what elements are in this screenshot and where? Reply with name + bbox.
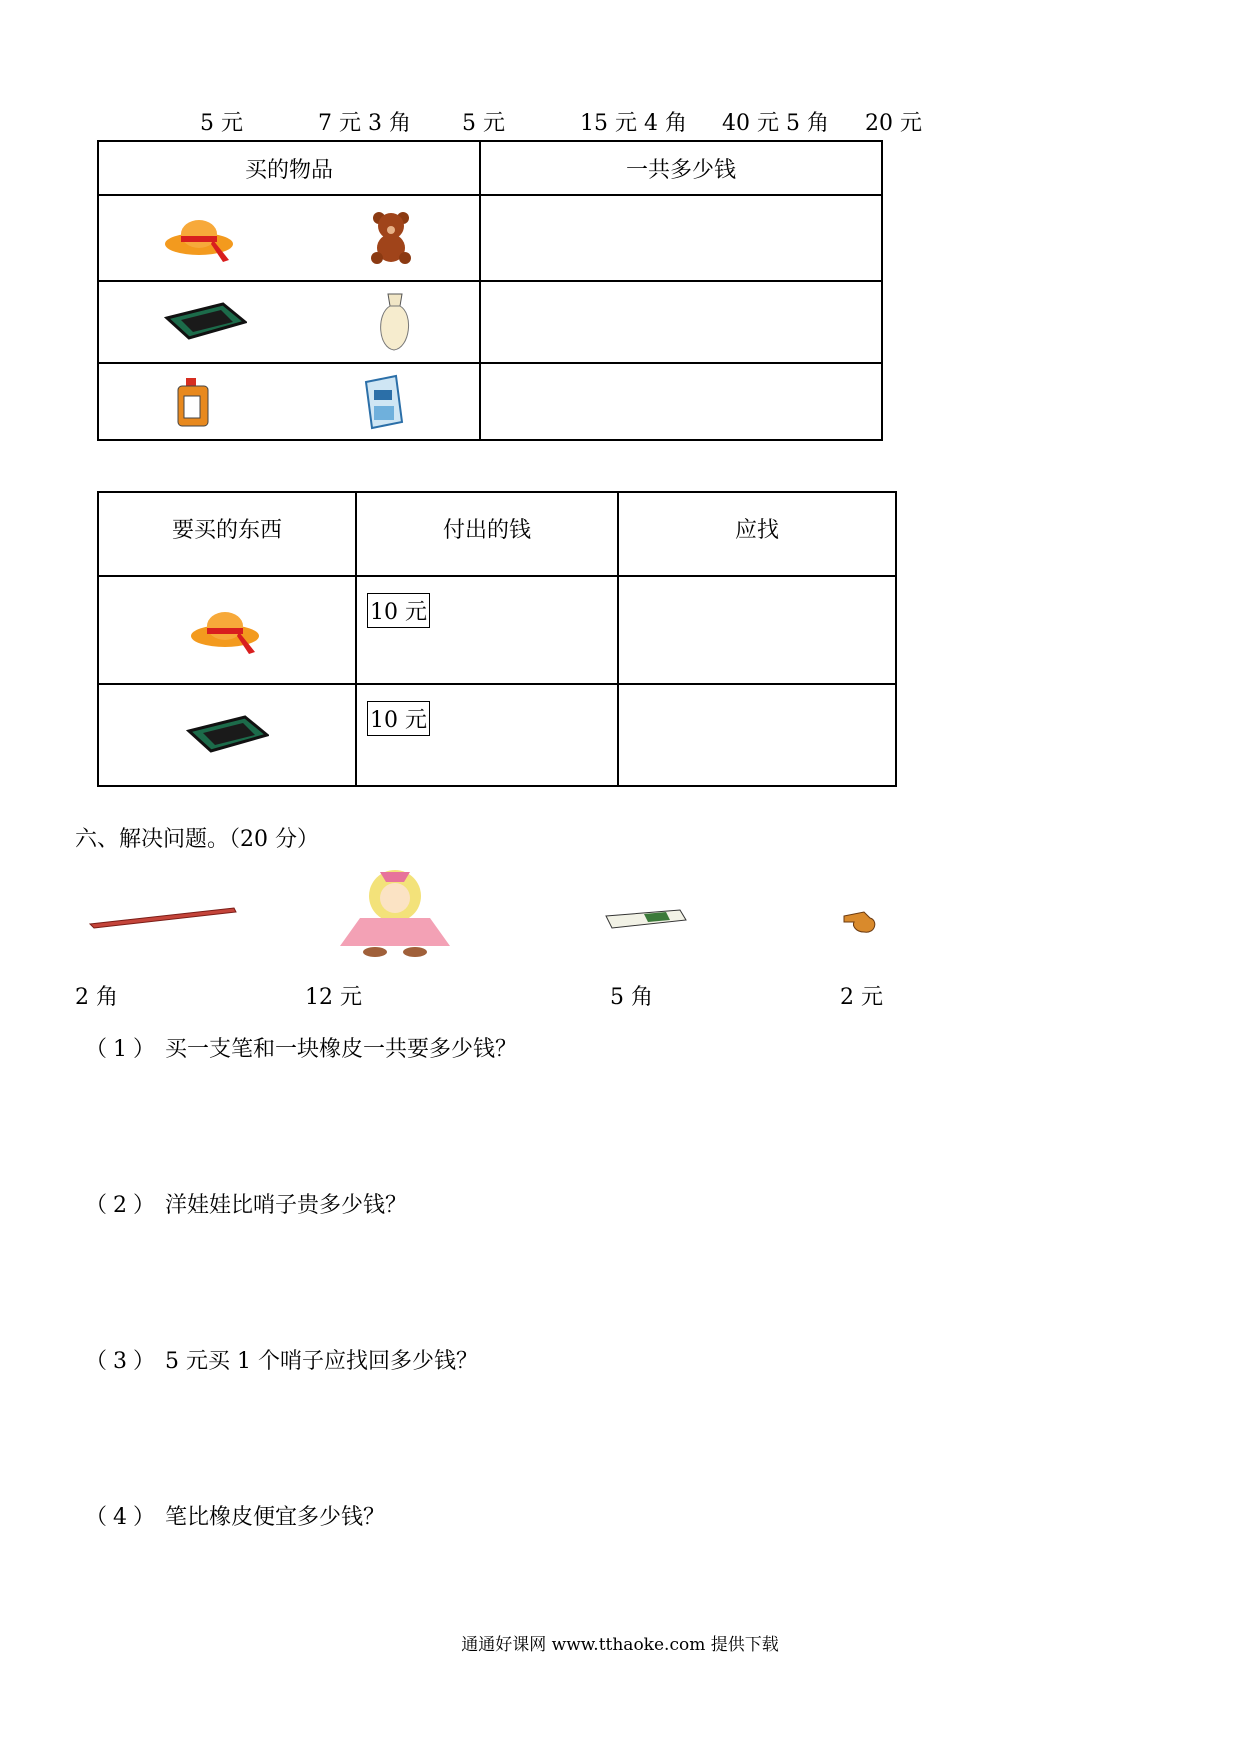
answer-cell[interactable] (480, 195, 882, 281)
hat-icon (189, 602, 265, 658)
doll-icon (320, 868, 470, 958)
price-label: 5 元 (200, 111, 243, 136)
blackboard-icon (163, 300, 247, 344)
price-label: 7 元 3 角 (318, 111, 411, 136)
teddy-bear-icon (367, 210, 415, 266)
price-label: 5 元 (462, 111, 505, 136)
answer-cell[interactable] (618, 576, 896, 684)
answer-cell[interactable] (480, 363, 882, 440)
milk-carton-icon (360, 374, 406, 430)
table-header: 要买的东西 (98, 492, 356, 576)
table-header: 付出的钱 (356, 492, 618, 576)
question-text: 5 元买 1 个哨子应找回多少钱？ (165, 1349, 478, 1374)
table-header: 一共多少钱 (480, 141, 882, 195)
question-number: （4） (85, 1505, 161, 1530)
question-text: 买一支笔和一块橡皮一共要多少钱？ (165, 1037, 518, 1062)
price-label: 20 元 (865, 111, 922, 136)
paid-amount: 10 元 (367, 593, 430, 628)
bottle-icon (172, 376, 214, 428)
question (85, 1500, 385, 1531)
whistle-icon (840, 906, 880, 936)
item-price: 5 角 (610, 985, 653, 1010)
question (85, 1344, 478, 1375)
answer-cell[interactable] (480, 281, 882, 363)
purchase-total-table (97, 140, 883, 441)
answer-cell[interactable] (618, 684, 896, 786)
question (85, 1188, 407, 1219)
table-row (98, 576, 896, 684)
question-number: （2） (85, 1193, 161, 1218)
paid-amount: 10 元 (367, 701, 430, 736)
change-table (97, 491, 897, 787)
item-price: 2 角 (75, 985, 118, 1010)
table-header: 买的物品 (98, 141, 480, 195)
table-header: 应找 (618, 492, 896, 576)
table-row (98, 281, 882, 363)
table-row (98, 684, 896, 786)
question (85, 1032, 517, 1063)
bag-icon (374, 290, 416, 354)
table-row (98, 363, 882, 440)
table-row (98, 195, 882, 281)
question-text: 洋娃娃比哨子贵多少钱？ (165, 1193, 408, 1218)
question-number: （1） (85, 1037, 161, 1062)
price-label: 40 元 5 角 (722, 111, 829, 136)
blackboard-icon (185, 713, 269, 757)
question-text: 笔比橡皮便宜多少钱？ (165, 1505, 386, 1530)
section-title: 六、解决问题。（20 分） (75, 827, 319, 852)
item-price: 2 元 (840, 985, 883, 1010)
eraser-icon (604, 906, 688, 932)
price-label: 15 元 4 角 (580, 111, 687, 136)
item-price: 12 元 (305, 985, 362, 1010)
footer-text: 通通好课网 www.tthaoke.com 提供下载 (461, 1635, 779, 1655)
pen-icon (88, 900, 238, 930)
hat-icon (163, 210, 239, 266)
question-number: （3） (85, 1349, 161, 1374)
